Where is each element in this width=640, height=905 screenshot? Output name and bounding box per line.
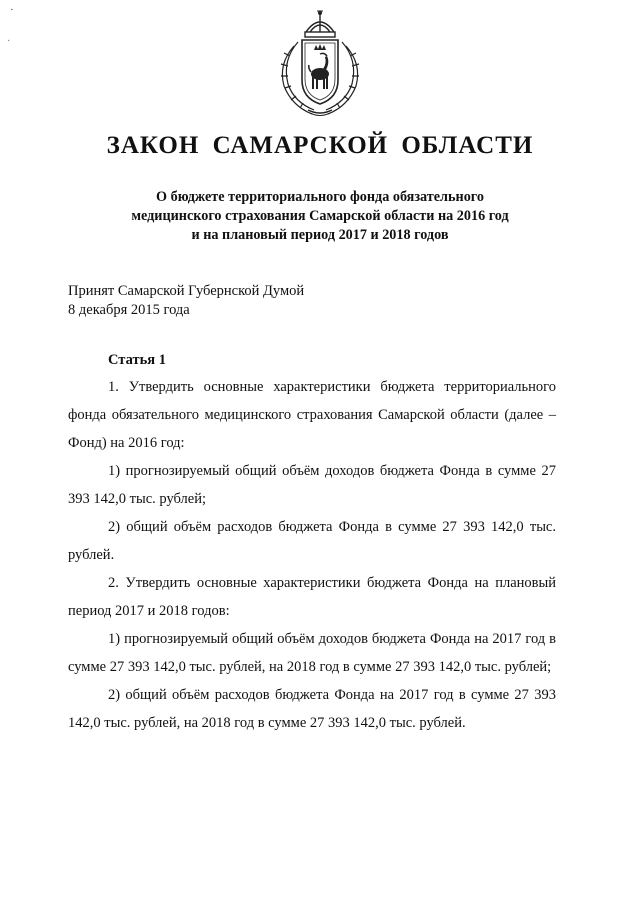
scan-mark: · [10, 4, 14, 16]
document-title: ЗАКОН САМАРСКОЙ ОБЛАСТИ [106, 132, 534, 159]
samara-coat-of-arms-icon [270, 10, 370, 118]
article-body [68, 373, 556, 737]
adoption-date: 8 декабря 2015 года [68, 302, 190, 318]
paragraph: 2) общий объём расходов бюджета Фонда на 2017 год в сумме 27 393 142,0 тыс. рублей, на 2018 год в сумме 27 393 142,0 тыс. рублей. [68, 687, 556, 731]
adoption-note [68, 282, 304, 320]
subtitle-line: О бюджете территориального фонда обязательного [156, 189, 484, 205]
subtitle-line: и на плановый период 2017 и 2018 годов [191, 227, 449, 243]
adoption-line: Принят Самарской Губернской Думой [68, 283, 305, 299]
scan-mark: · [7, 36, 11, 47]
paragraph: 2) общий объём расходов бюджета Фонда в сумме 27 393 142,0 тыс. рублей. [68, 519, 556, 563]
paragraph: 1) прогнозируемый общий объём доходов бюджета Фонда на 2017 год в сумме 27 393 142,0 тыс. рублей, на 2018 год в сумме 27 393 142,0 тыс. рублей; [68, 631, 556, 675]
paragraph: 1. Утвердить основные характеристики бюджета территориального фонда обязательного медицинского страхования Самарской области (далее – Фонд) на 2016 год: [68, 379, 556, 451]
law-subtitle [60, 188, 580, 245]
paragraph: 2. Утвердить основные характеристики бюджета Фонда на плановый период 2017 и 2018 годов: [68, 575, 556, 619]
article-heading: Статья 1 [108, 352, 166, 368]
subtitle-line: медицинского страхования Самарской области на 2016 год [131, 208, 509, 224]
paragraph: 1) прогнозируемый общий объём доходов бюджета Фонда в сумме 27 393 142,0 тыс. рублей; [68, 463, 556, 507]
